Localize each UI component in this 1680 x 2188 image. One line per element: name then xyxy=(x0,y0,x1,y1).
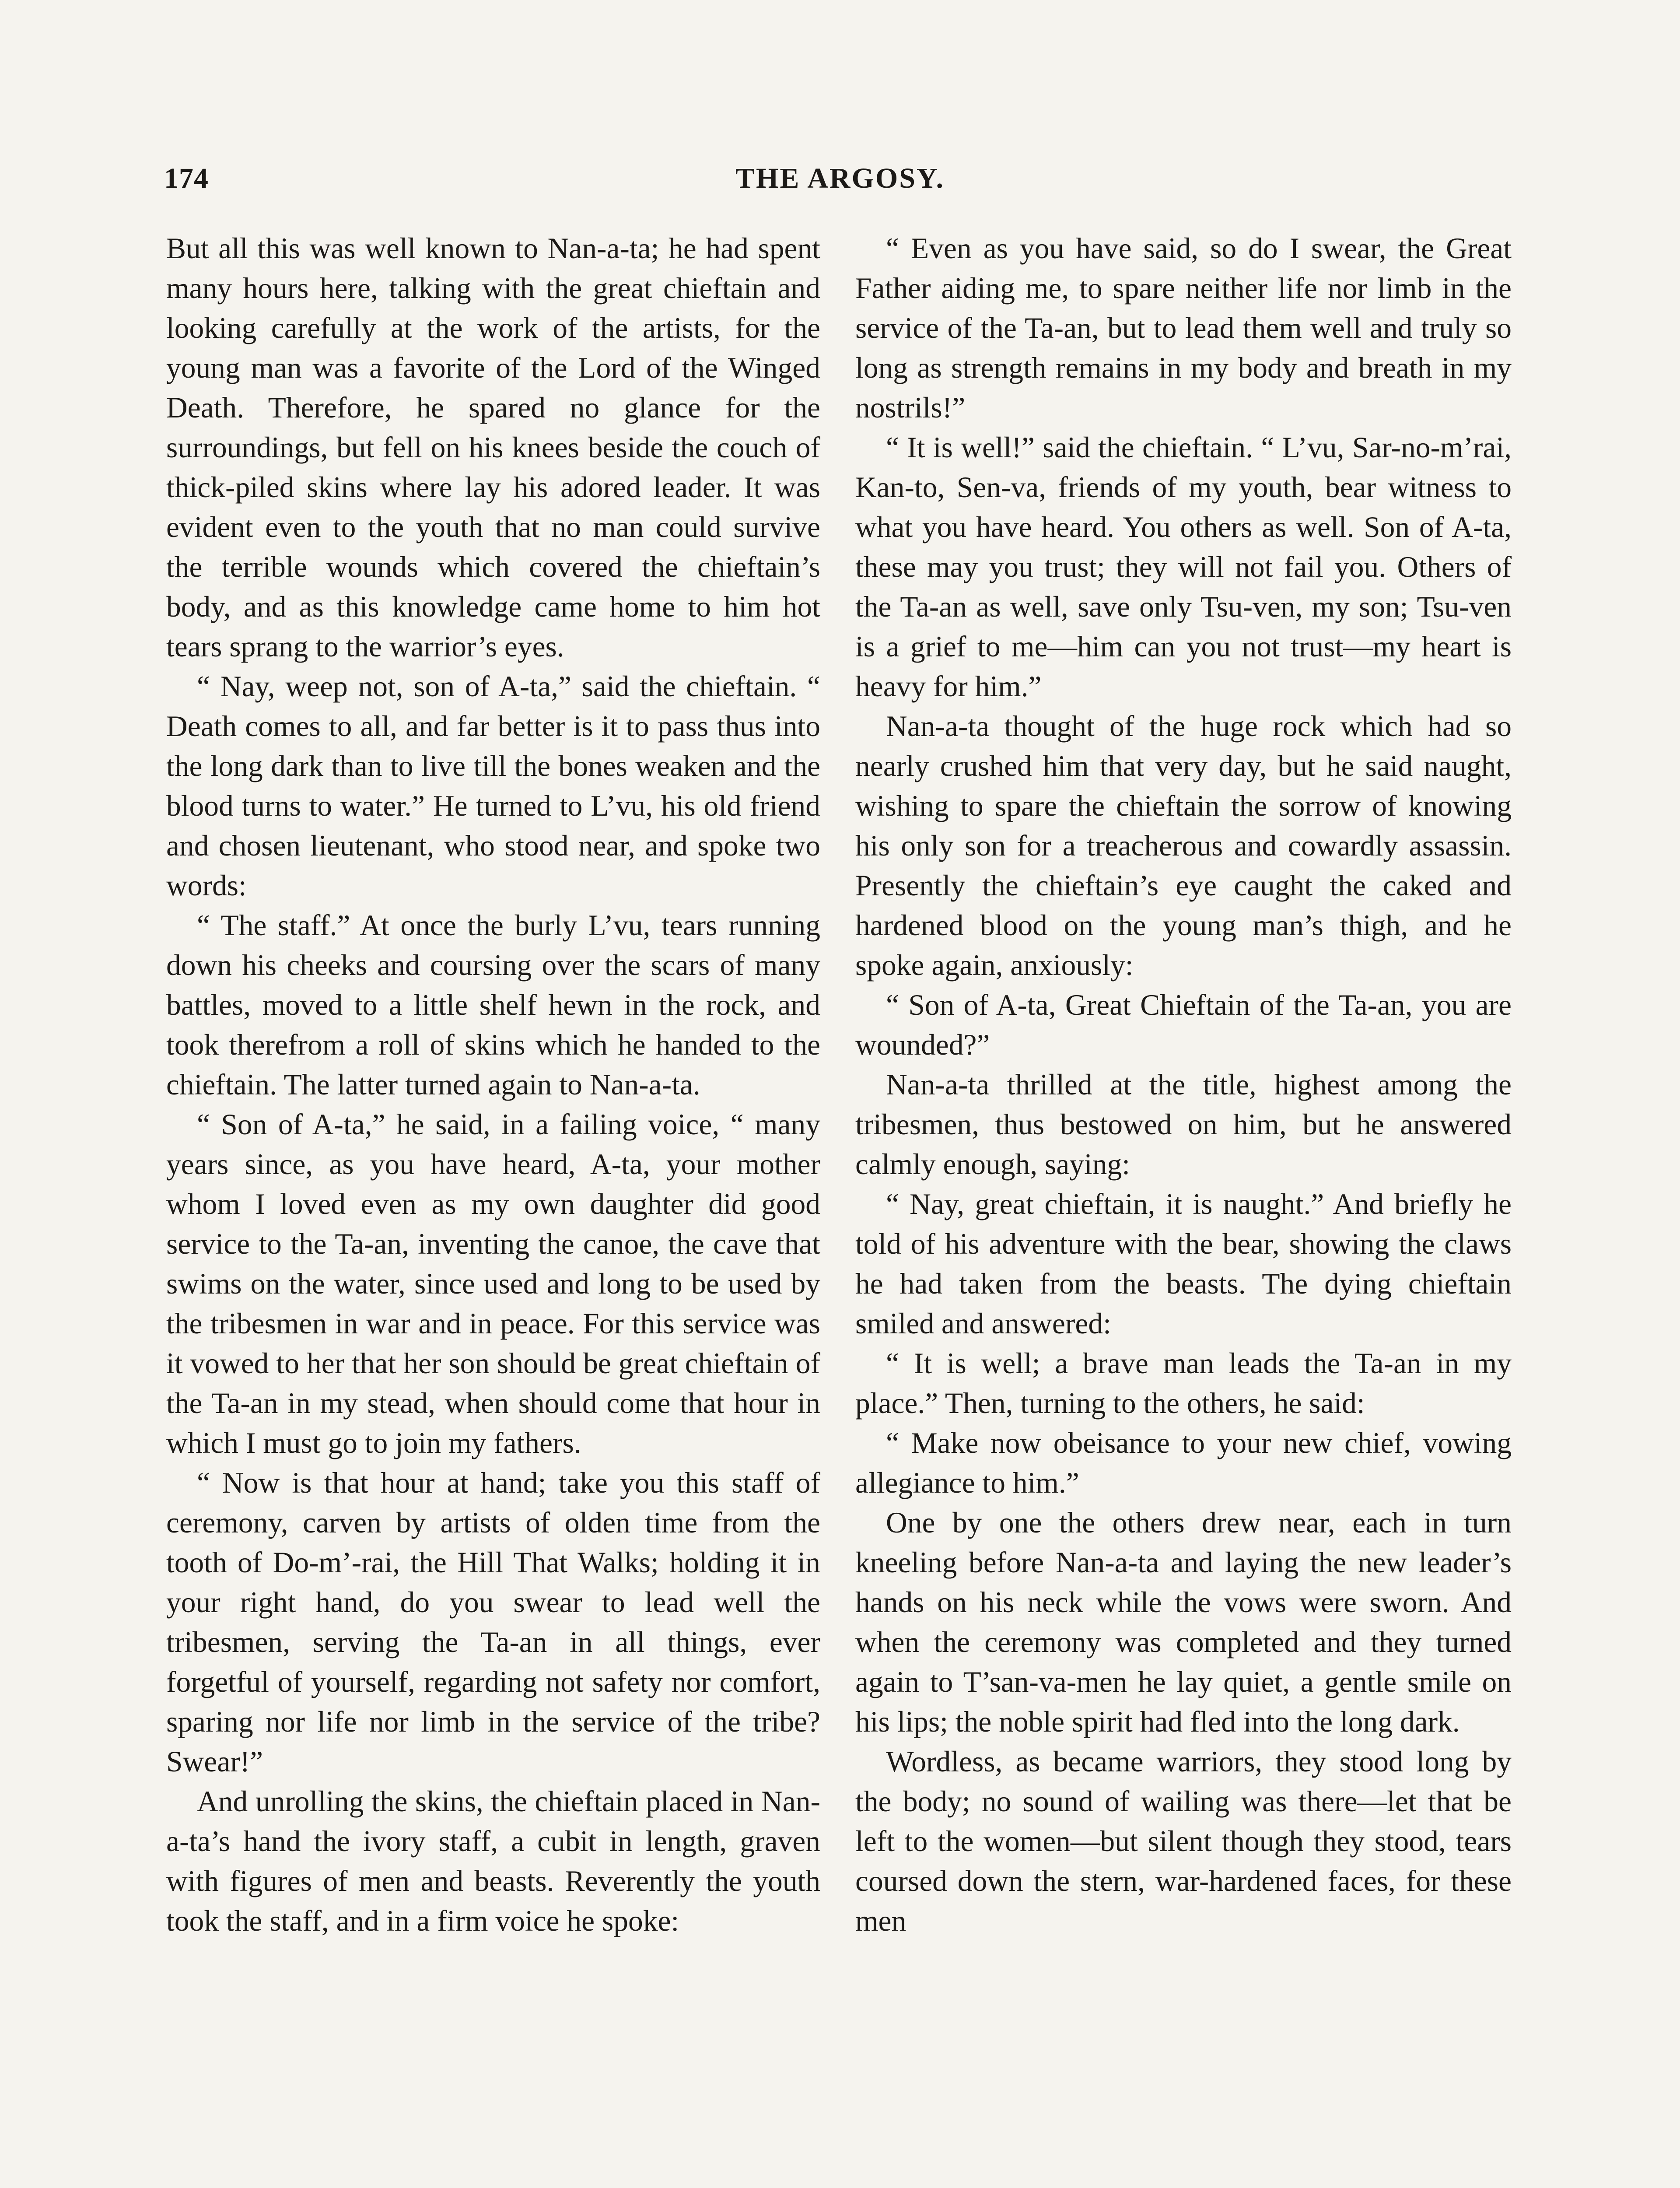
right-text-column xyxy=(855,228,1512,1941)
paragraph: “ Now is that hour at hand; take you this staff of ceremony, carven by artists of olden time from the tooth of Do-m’-rai, the Hill That Walks; holding it in your right hand, do you swear to lead well the tribesmen, serving the Ta-an in all things, ever forgetful of yourself, regarding not safety nor comfort, sparing nor life nor limb in the service of the tribe? Swear!” xyxy=(166,1466,820,1778)
paragraph: Wordless, as became warriors, they stood long by the body; no sound of wailing was there—let that be left to the women—but silent though they stood, tears coursed down the stern, war-hardened faces, for these men xyxy=(855,1745,1512,1937)
paragraph: “ Son of A-ta,” he said, in a failing voice, “ many years since, as you have heard, A-ta, your mother whom I loved even as my own daughter did good service to the Ta-an, inventing the canoe, the cave that swims on the water, since used and long to be used by the tribesmen in war and in peace. For this service was it vowed to her that her son should be great chieftain of the Ta-an in my stead, when should come that hour in which I must go to join my fathers. xyxy=(166,1108,820,1459)
paragraph: Nan-a-ta thought of the huge rock which had so nearly crushed him that very day, but he said naught, wishing to spare the chieftain the sorrow of knowing his only son for a treacherous and cowardly assassin. Presently the chieftain’s eye caught the caked and hardened blood on the young man’s thigh, and he spoke again, anxiously: xyxy=(855,710,1512,982)
paragraph: “ Make now obeisance to your new chief, vowing allegiance to him.” xyxy=(855,1427,1512,1499)
paragraph: And unrolling the skins, the chieftain placed in Nan-a-ta’s hand the ivory staff, a cubit in length, graven with figures of men and beasts. Reverently the youth took the staff, and in a firm voice he spoke: xyxy=(166,1785,820,1937)
left-text-column xyxy=(166,228,820,1941)
paragraph: “ Nay, great chieftain, it is naught.” And briefly he told of his adventure with the bear, showing the claws he had taken from the beasts. The dying chieftain smiled and answered: xyxy=(855,1188,1512,1340)
paragraph: Nan-a-ta thrilled at the title, highest among the tribesmen, thus bestowed on him, but he answered calmly enough, saying: xyxy=(855,1068,1512,1181)
paragraph: “ It is well!” said the chieftain. “ L’vu, Sar-no-m’rai, Kan-to, Sen-va, friends of my youth, bear witness to what you have heard. You others as well. Son of A-ta, these may you trust; they will not fail you. Others of the Ta-an as well, save only Tsu-ven, my son; Tsu-ven is a grief to me—him can you not trust—my heart is heavy for him.” xyxy=(855,431,1512,703)
paragraph: “ The staff.” At once the burly L’vu, tears running down his cheeks and coursing over the scars of many battles, moved to a little shelf hewn in the rock, and took therefrom a roll of skins which he handed to the chieftain. The latter turned again to Nan-a-ta. xyxy=(166,909,820,1101)
running-head: THE ARGOSY. xyxy=(735,162,945,194)
paragraph: One by one the others drew near, each in turn kneeling before Nan-a-ta and laying the new leader’s hands on his neck while the vows were sworn. And when the ceremony was completed and they turned again to T’san-va-men he lay quiet, a gentle smile on his lips; the noble spirit had fled into the long dark. xyxy=(855,1506,1512,1738)
paragraph: “ Even as you have said, so do I swear, the Great Father aiding me, to spare neither life nor limb in the service of the Ta-an, but to lead them well and truly so long as strength remains in my body and breath in my nostrils!” xyxy=(855,232,1512,424)
paragraph: But all this was well known to Nan-a-ta; he had spent many hours here, talking with the great chieftain and looking carefully at the work of the artists, for the young man was a favorite of the Lord of the Winged Death. Therefore, he spared no glance for the surroundings, but fell on his knees beside the couch of thick-piled skins where lay his adored leader. It was evident even to the youth that no man could survive the terrible wounds which covered the chieftain’s body, and as this knowledge came home to him hot tears sprang to the warrior’s eyes. xyxy=(166,232,820,663)
paragraph: “ Nay, weep not, son of A-ta,” said the chieftain. “ Death comes to all, and far better is it to pass thus into the long dark than to live till the bones weaken and the blood turns to water.” He turned to L’vu, his old friend and chosen lieutenant, who stood near, and spoke two words: xyxy=(166,670,820,902)
paragraph: “ It is well; a brave man leads the Ta-an in my place.” Then, turning to the others, he said: xyxy=(855,1347,1512,1420)
paragraph: “ Son of A-ta, Great Chieftain of the Ta-an, you are wounded?” xyxy=(855,989,1512,1061)
page-number: 174 xyxy=(164,162,209,194)
